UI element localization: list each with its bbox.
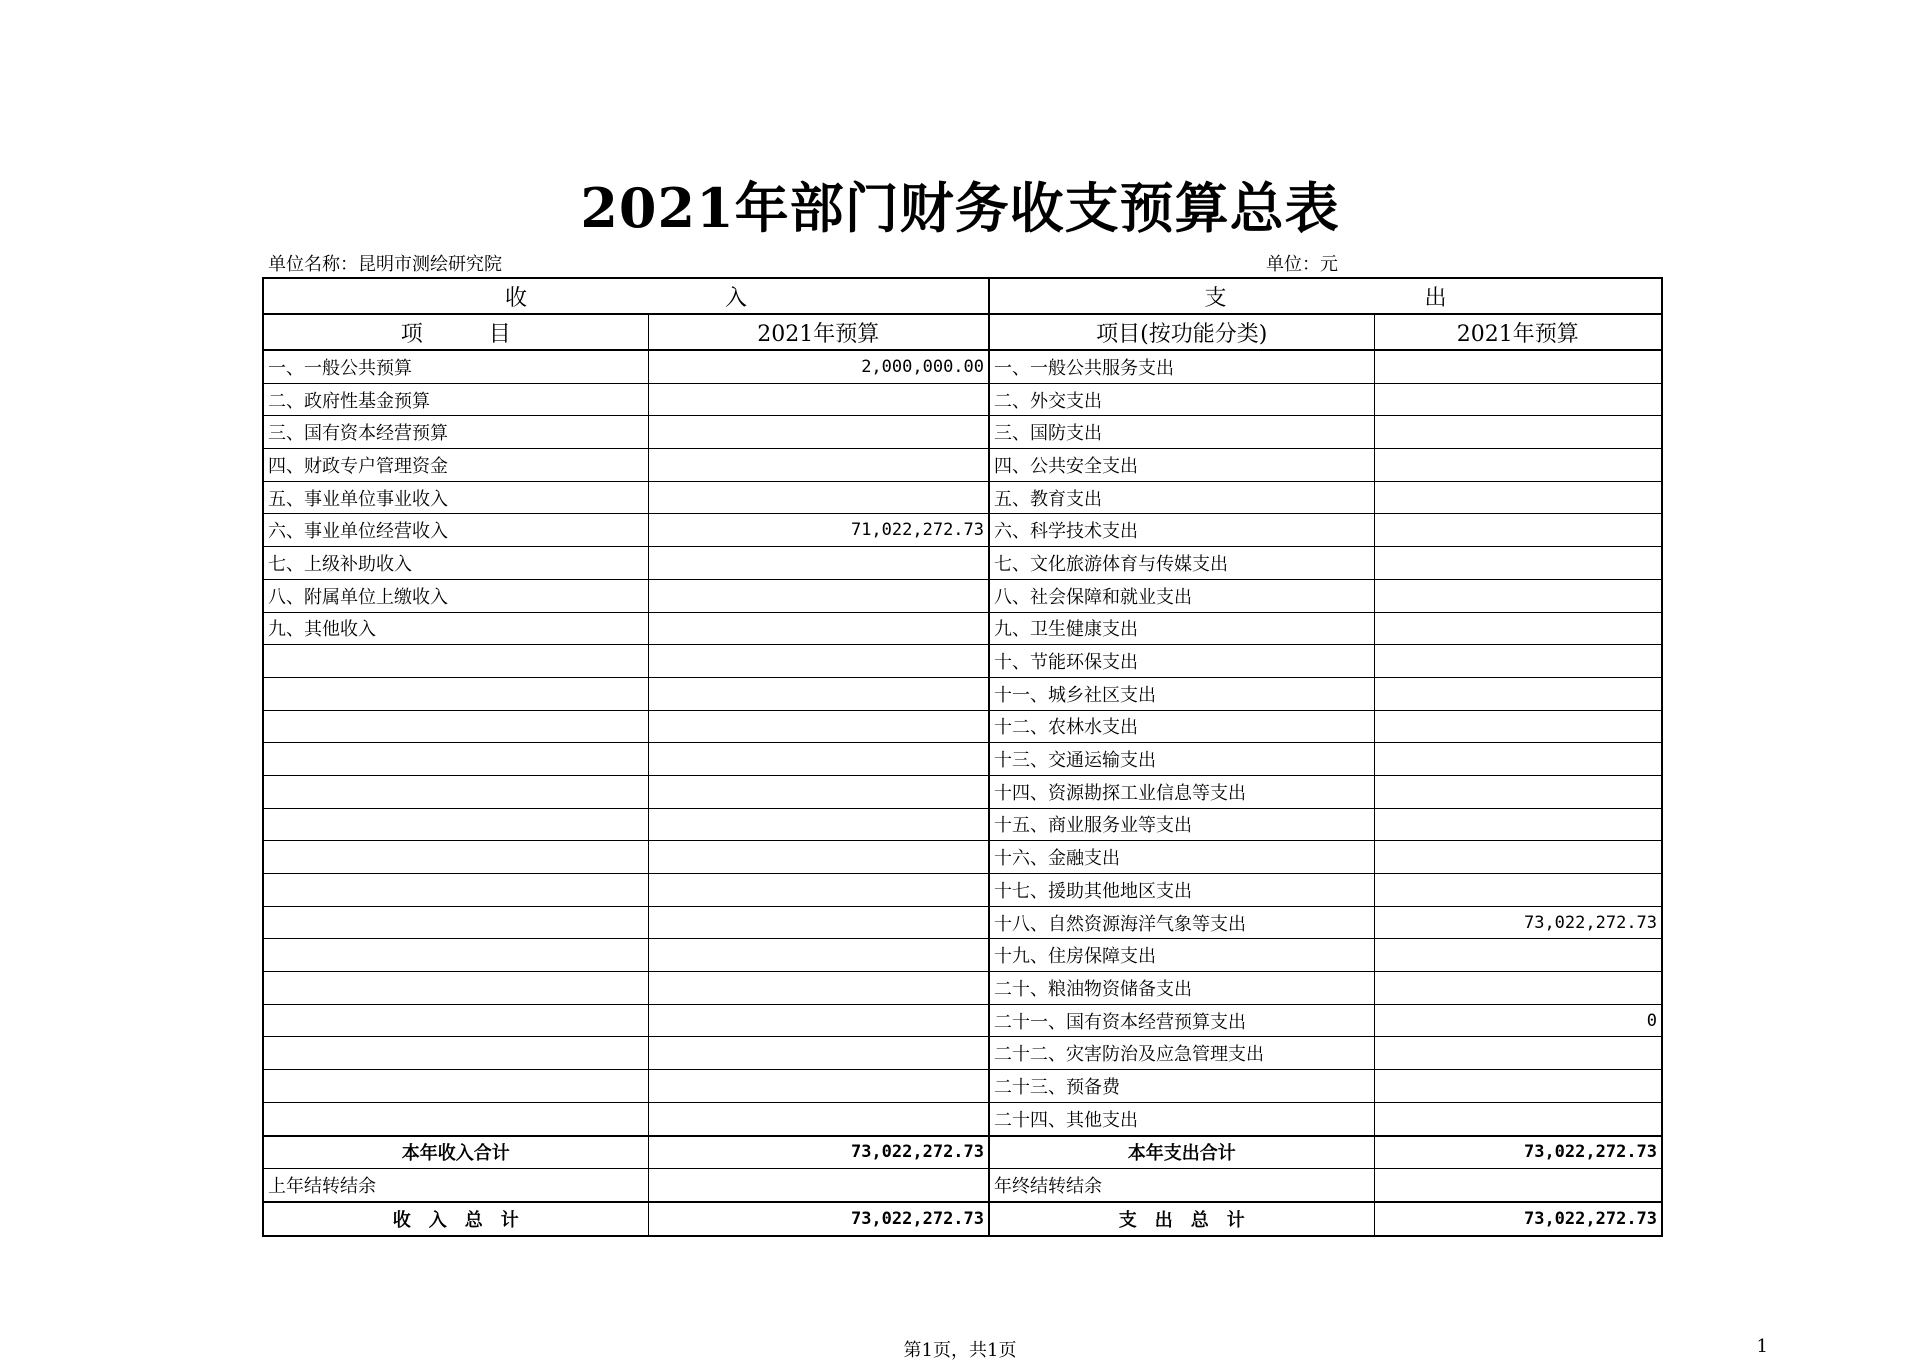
income-item-cell: 九、其他收入 [263, 612, 648, 645]
table-row [263, 612, 1662, 645]
expense-total-label: 本年支出合计 [989, 1136, 1374, 1169]
income-amount-cell [648, 481, 989, 514]
income-amount-cell [648, 383, 989, 416]
income-amount-cell [648, 416, 989, 449]
expense-item-cell: 十一、城乡社区支出 [989, 677, 1374, 710]
expense-amount-cell [1374, 383, 1662, 416]
income-carry-label: 上年结转结余 [263, 1169, 648, 1202]
expense-item-cell: 三、国防支出 [989, 416, 1374, 449]
income-amount-cell [648, 775, 989, 808]
table-row [263, 481, 1662, 514]
table-row [263, 677, 1662, 710]
table-row [263, 579, 1662, 612]
expense-item-cell: 四、公共安全支出 [989, 449, 1374, 482]
table-row [263, 1004, 1662, 1037]
income-grand-label: 收 入 总 计 [263, 1202, 648, 1236]
income-amount-cell [648, 972, 989, 1005]
table-row [263, 743, 1662, 776]
expense-amount-cell [1374, 1037, 1662, 1070]
expense-amount-cell [1374, 1102, 1662, 1135]
income-item-cell: 二、政府性基金预算 [263, 383, 648, 416]
expense-amount-cell [1374, 547, 1662, 580]
table-row [263, 1102, 1662, 1135]
income-amount-cell [648, 874, 989, 907]
expense-amount-cell [1374, 841, 1662, 874]
expense-item-cell: 六、科学技术支出 [989, 514, 1374, 547]
income-amount-cell [648, 939, 989, 972]
income-item-cell: 一、一般公共预算 [263, 350, 648, 383]
page-footer: 第1页，共1页 [903, 1340, 1017, 1361]
table-row [263, 874, 1662, 907]
income-amount-cell [648, 808, 989, 841]
expense-amount-cell [1374, 416, 1662, 449]
income-amount-cell [648, 710, 989, 743]
income-item-cell [263, 808, 648, 841]
expense-item-cell: 十二、农林水支出 [989, 710, 1374, 743]
currency-unit-label: 单位：元 [1266, 254, 1338, 275]
header-row-sections [263, 278, 1662, 314]
carryover-row [263, 1169, 1662, 1202]
expense-item-cell: 十七、援助其他地区支出 [989, 874, 1374, 907]
table-row [263, 416, 1662, 449]
income-amount-cell [648, 449, 989, 482]
expense-item-cell: 二十二、灾害防治及应急管理支出 [989, 1037, 1374, 1070]
expense-grand-amount: 73,022,272.73 [1374, 1202, 1662, 1236]
income-item-cell: 六、事业单位经营收入 [263, 514, 648, 547]
expense-carry-amount [1374, 1169, 1662, 1202]
income-item-header: 项 目 [263, 314, 648, 350]
income-item-cell [263, 710, 648, 743]
expense-section-header: 支 出 [989, 278, 1662, 314]
income-grand-amount: 73,022,272.73 [648, 1202, 989, 1236]
budget-summary-table [262, 277, 1663, 1237]
income-item-cell [263, 1004, 648, 1037]
annual-total-row [263, 1136, 1662, 1169]
expense-amount-cell [1374, 874, 1662, 907]
income-item-cell: 八、附属单位上缴收入 [263, 579, 648, 612]
expense-budget-header: 2021年预算 [1374, 314, 1662, 350]
table-row [263, 906, 1662, 939]
income-budget-header: 2021年预算 [648, 314, 989, 350]
income-item-cell [263, 939, 648, 972]
income-item-cell: 五、事业单位事业收入 [263, 481, 648, 514]
expense-item-cell: 十九、住房保障支出 [989, 939, 1374, 972]
income-amount-cell [648, 1037, 989, 1070]
table-row [263, 710, 1662, 743]
page-number: 1 [1756, 1336, 1768, 1357]
expense-item-cell: 十、节能环保支出 [989, 645, 1374, 678]
table-row [263, 645, 1662, 678]
expense-item-cell: 二十一、国有资本经营预算支出 [989, 1004, 1374, 1037]
header-row-columns [263, 314, 1662, 350]
income-amount-cell [648, 906, 989, 939]
expense-item-cell: 二、外交支出 [989, 383, 1374, 416]
expense-item-cell: 二十、粮油物资储备支出 [989, 972, 1374, 1005]
expense-amount-cell [1374, 775, 1662, 808]
income-amount-cell [648, 1070, 989, 1103]
income-item-cell [263, 1037, 648, 1070]
expense-item-cell: 二十三、预备费 [989, 1070, 1374, 1103]
expense-item-cell: 十八、自然资源海洋气象等支出 [989, 906, 1374, 939]
income-carry-amount [648, 1169, 989, 1202]
expense-amount-cell [1374, 612, 1662, 645]
grand-total-row [263, 1202, 1662, 1236]
table-row [263, 808, 1662, 841]
table-row [263, 841, 1662, 874]
income-amount-cell [648, 579, 989, 612]
income-item-cell [263, 645, 648, 678]
expense-item-cell: 八、社会保障和就业支出 [989, 579, 1374, 612]
expense-item-cell: 十六、金融支出 [989, 841, 1374, 874]
income-amount-cell: 71,022,272.73 [648, 514, 989, 547]
expense-item-cell: 十四、资源勘探工业信息等支出 [989, 775, 1374, 808]
expense-item-cell: 十三、交通运输支出 [989, 743, 1374, 776]
income-item-cell [263, 677, 648, 710]
income-item-cell [263, 1070, 648, 1103]
expense-amount-cell [1374, 645, 1662, 678]
expense-item-cell: 十五、商业服务业等支出 [989, 808, 1374, 841]
table-row [263, 1037, 1662, 1070]
expense-carry-label: 年终结转结余 [989, 1169, 1374, 1202]
income-item-cell: 四、财政专户管理资金 [263, 449, 648, 482]
table-row [263, 1070, 1662, 1103]
expense-amount-cell [1374, 972, 1662, 1005]
table-row [263, 775, 1662, 808]
expense-amount-cell [1374, 350, 1662, 383]
income-item-cell [263, 874, 648, 907]
income-amount-cell [648, 1004, 989, 1037]
expense-amount-cell [1374, 481, 1662, 514]
income-item-cell [263, 775, 648, 808]
expense-amount-cell [1374, 449, 1662, 482]
income-amount-cell [648, 841, 989, 874]
income-item-cell [263, 972, 648, 1005]
expense-amount-cell [1374, 514, 1662, 547]
expense-amount-cell [1374, 677, 1662, 710]
income-total-label: 本年收入合计 [263, 1136, 648, 1169]
income-amount-cell [648, 677, 989, 710]
page-title: 2021年部门财务收支预算总表 [580, 176, 1340, 240]
income-item-cell [263, 841, 648, 874]
expense-item-header: 项目(按功能分类) [989, 314, 1374, 350]
table-row [263, 972, 1662, 1005]
expense-total-amount: 73,022,272.73 [1374, 1136, 1662, 1169]
expense-amount-cell [1374, 579, 1662, 612]
income-amount-cell [648, 612, 989, 645]
expense-amount-cell [1374, 710, 1662, 743]
expense-item-cell: 五、教育支出 [989, 481, 1374, 514]
expense-amount-cell: 0 [1374, 1004, 1662, 1037]
expense-item-cell: 二十四、其他支出 [989, 1102, 1374, 1135]
income-amount-cell [648, 1102, 989, 1135]
income-total-amount: 73,022,272.73 [648, 1136, 989, 1169]
table-row [263, 383, 1662, 416]
expense-amount-cell [1374, 939, 1662, 972]
unit-name-label: 单位名称：昆明市测绘研究院 [268, 254, 502, 275]
expense-amount-cell: 73,022,272.73 [1374, 906, 1662, 939]
income-item-cell [263, 906, 648, 939]
income-section-header: 收 入 [263, 278, 989, 314]
expense-item-cell: 九、卫生健康支出 [989, 612, 1374, 645]
expense-amount-cell [1374, 743, 1662, 776]
table-row [263, 547, 1662, 580]
table-row [263, 449, 1662, 482]
income-item-cell [263, 743, 648, 776]
income-amount-cell: 2,000,000.00 [648, 350, 989, 383]
expense-item-cell: 七、文化旅游体育与传媒支出 [989, 547, 1374, 580]
expense-amount-cell [1374, 1070, 1662, 1103]
table-row [263, 939, 1662, 972]
expense-grand-label: 支 出 总 计 [989, 1202, 1374, 1236]
table-row [263, 514, 1662, 547]
income-item-cell: 三、国有资本经营预算 [263, 416, 648, 449]
income-amount-cell [648, 547, 989, 580]
income-item-cell [263, 1102, 648, 1135]
expense-amount-cell [1374, 808, 1662, 841]
expense-item-cell: 一、一般公共服务支出 [989, 350, 1374, 383]
table-row [263, 350, 1662, 383]
income-amount-cell [648, 645, 989, 678]
income-item-cell: 七、上级补助收入 [263, 547, 648, 580]
income-amount-cell [648, 743, 989, 776]
